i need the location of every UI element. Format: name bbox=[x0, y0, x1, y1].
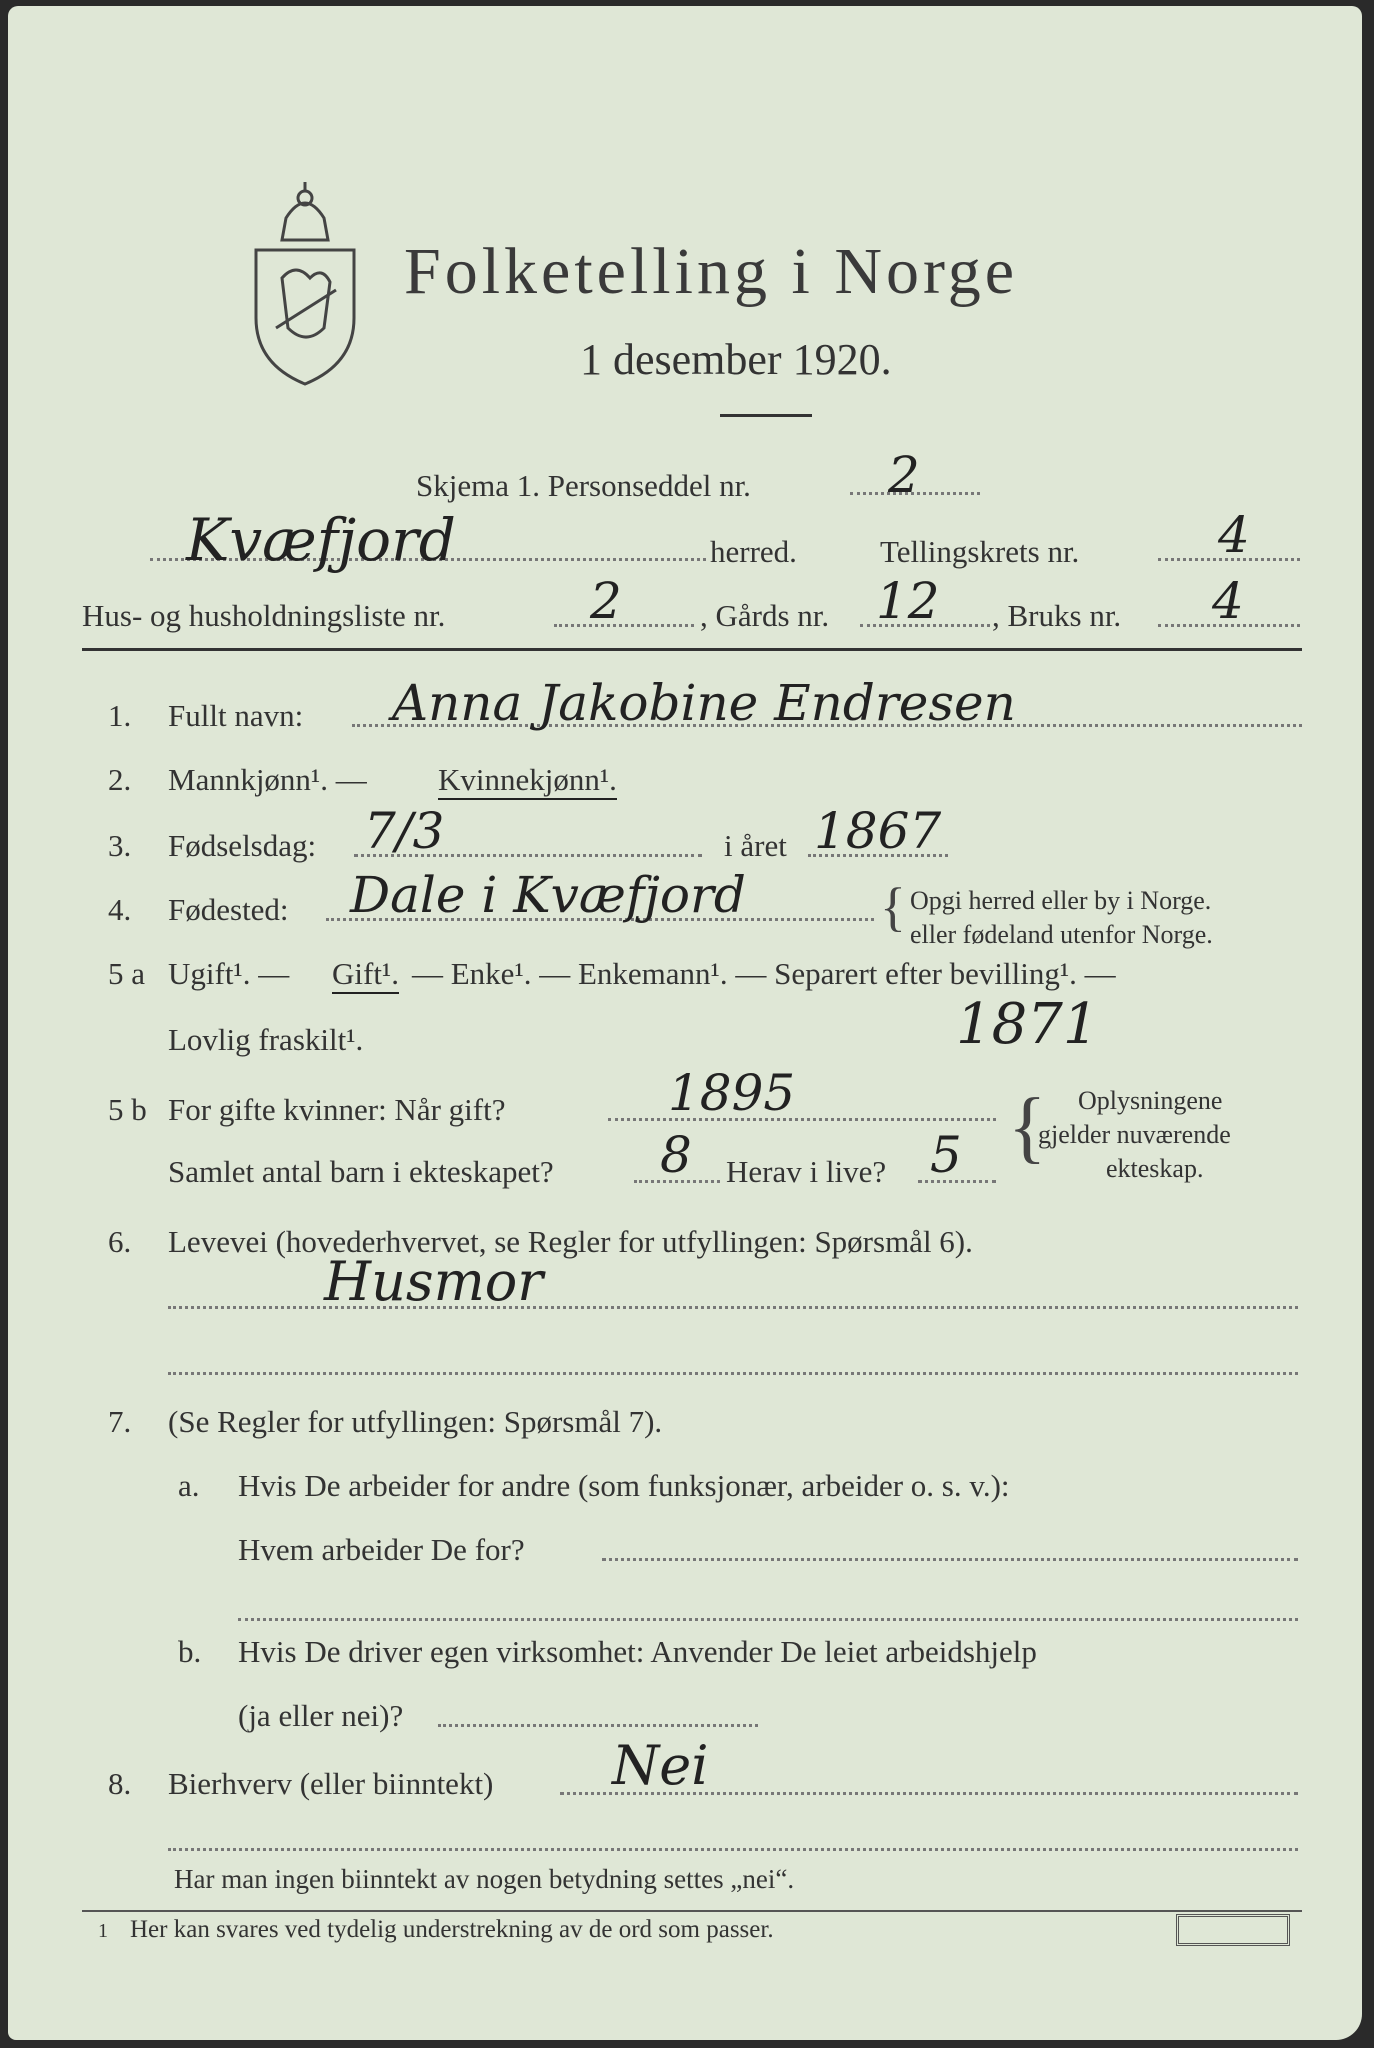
husliste-label: Hus- og husholdningsliste nr. bbox=[82, 598, 446, 633]
norwegian-coat-of-arms-icon bbox=[246, 178, 364, 388]
q7b-label: Hvis De driver egen virksomhet: Anvender De leiet arbeidshjelp bbox=[238, 1634, 1037, 1669]
q5a-ugift: Ugift¹. — bbox=[168, 956, 290, 991]
q8-line-2 bbox=[168, 1848, 1298, 1851]
q3-year: 1867 bbox=[814, 802, 942, 860]
q5b-number: 5 b bbox=[108, 1092, 147, 1127]
q3-label: Fødselsdag: bbox=[168, 828, 317, 863]
q5a-lovlig-fraskilt: Lovlig fraskilt¹. bbox=[168, 1022, 364, 1057]
tellingskrets-nr: 4 bbox=[1218, 506, 1250, 564]
q5b-note-1: Oplysningene bbox=[1078, 1086, 1223, 1115]
q5b-live-label: Herav i live? bbox=[726, 1154, 887, 1189]
skjema-label: Skjema 1. Personseddel nr. bbox=[416, 468, 751, 503]
bruks-nr: 4 bbox=[1212, 572, 1244, 630]
q2-number: 2. bbox=[108, 762, 132, 797]
herred-value: Kvæfjord bbox=[186, 506, 456, 574]
q6-line-2 bbox=[168, 1372, 1298, 1375]
q7a-hvem-label: Hvem arbeider De for? bbox=[238, 1532, 525, 1567]
header-rule bbox=[82, 648, 1302, 651]
q2-kvinnekjonn: Kvinnekjønn¹. bbox=[438, 762, 617, 800]
footer-note: Har man ingen biinntekt av nogen betydning settes „nei“. bbox=[174, 1864, 795, 1894]
q7a-label: Hvis De arbeider for andre (som funksjonær, arbeider o. s. v.): bbox=[238, 1468, 1010, 1503]
q6-number: 6. bbox=[108, 1224, 132, 1259]
q7a-letter: a. bbox=[178, 1468, 200, 1503]
footnote-number: 1 bbox=[98, 1920, 108, 1942]
q7a-line-2 bbox=[238, 1618, 1298, 1621]
q4-note-1: Opgi herred eller by i Norge. bbox=[910, 886, 1212, 915]
q7b-letter: b. bbox=[178, 1634, 202, 1669]
q1-number: 1. bbox=[108, 698, 132, 733]
census-form-sheet bbox=[8, 6, 1362, 2040]
q2-mannkjonn: Mannkjønn¹. — bbox=[168, 762, 367, 797]
q1-fullt-navn: Anna Jakobine Endresen bbox=[392, 674, 1016, 732]
census-date: 1 desember 1920. bbox=[580, 335, 892, 384]
tellingskrets-label: Tellingskrets nr. bbox=[880, 534, 1080, 569]
q8-number: 8. bbox=[108, 1766, 132, 1801]
q3-year-label: i året bbox=[724, 828, 787, 863]
gards-nr: 12 bbox=[876, 572, 940, 630]
q5a-gift: Gift¹. bbox=[332, 956, 399, 994]
q4-label: Fødested: bbox=[168, 892, 289, 927]
q5b-year-line bbox=[608, 1118, 996, 1121]
q4-note-2: eller fødeland utenfor Norge. bbox=[910, 920, 1213, 949]
q5b-brace: { bbox=[1008, 1083, 1047, 1171]
q8-label: Bierhverv (eller biinntekt) bbox=[168, 1766, 494, 1801]
q5a-rest: — Enke¹. — Enkemann¹. — Separert efter bevilling¹. — bbox=[412, 956, 1116, 991]
q7b-line bbox=[438, 1724, 758, 1727]
personseddel-nr: 2 bbox=[888, 446, 920, 504]
q7-number: 7. bbox=[108, 1404, 132, 1439]
q6-label: Levevei (hovederhvervet, se Regler for utfyllingen: Spørsmål 6). bbox=[168, 1224, 973, 1259]
q5b-year: 1895 bbox=[668, 1064, 796, 1122]
herred-label: herred. bbox=[710, 534, 797, 569]
husliste-line bbox=[554, 624, 694, 627]
q5a-annotation: 1871 bbox=[956, 992, 1099, 1057]
gards-label: , Gårds nr. bbox=[700, 598, 830, 633]
q3-fodselsdag: 7/3 bbox=[364, 802, 445, 860]
printer-stamp bbox=[1176, 1914, 1290, 1946]
husliste-nr: 2 bbox=[590, 572, 622, 630]
page-title: Folketelling i Norge bbox=[404, 235, 1019, 308]
footnote: Her kan svares ved tydelig understrekning av de ord som passer. bbox=[130, 1916, 774, 1943]
title-divider bbox=[720, 414, 812, 417]
q7a-line-1 bbox=[602, 1558, 1298, 1561]
q6-levevei: Husmor bbox=[324, 1250, 544, 1313]
q5b-note-3: ekteskap. bbox=[1106, 1154, 1204, 1183]
q7b-ja-nei-label: (ja eller nei)? bbox=[238, 1698, 404, 1733]
q4-number: 4. bbox=[108, 892, 132, 927]
q5b-barn: 8 bbox=[660, 1126, 692, 1184]
footer-rule bbox=[82, 1910, 1302, 1912]
bruks-label: , Bruks nr. bbox=[992, 598, 1122, 633]
q1-label: Fullt navn: bbox=[168, 698, 304, 733]
q3-number: 3. bbox=[108, 828, 132, 863]
q5b-barn-label: Samlet antal barn i ekteskapet? bbox=[168, 1154, 554, 1189]
q8-bierhverv: Nei bbox=[612, 1734, 709, 1797]
q5b-label: For gifte kvinner: Når gift? bbox=[168, 1092, 506, 1127]
q5b-live: 5 bbox=[930, 1126, 962, 1184]
q4-brace: { bbox=[880, 877, 906, 937]
q4-fodested: Dale i Kvæfjord bbox=[350, 866, 746, 924]
q7-label: (Se Regler for utfyllingen: Spørsmål 7). bbox=[168, 1404, 663, 1439]
q5a-number: 5 a bbox=[108, 956, 146, 991]
q5b-note-2: gjelder nuværende bbox=[1038, 1120, 1231, 1149]
